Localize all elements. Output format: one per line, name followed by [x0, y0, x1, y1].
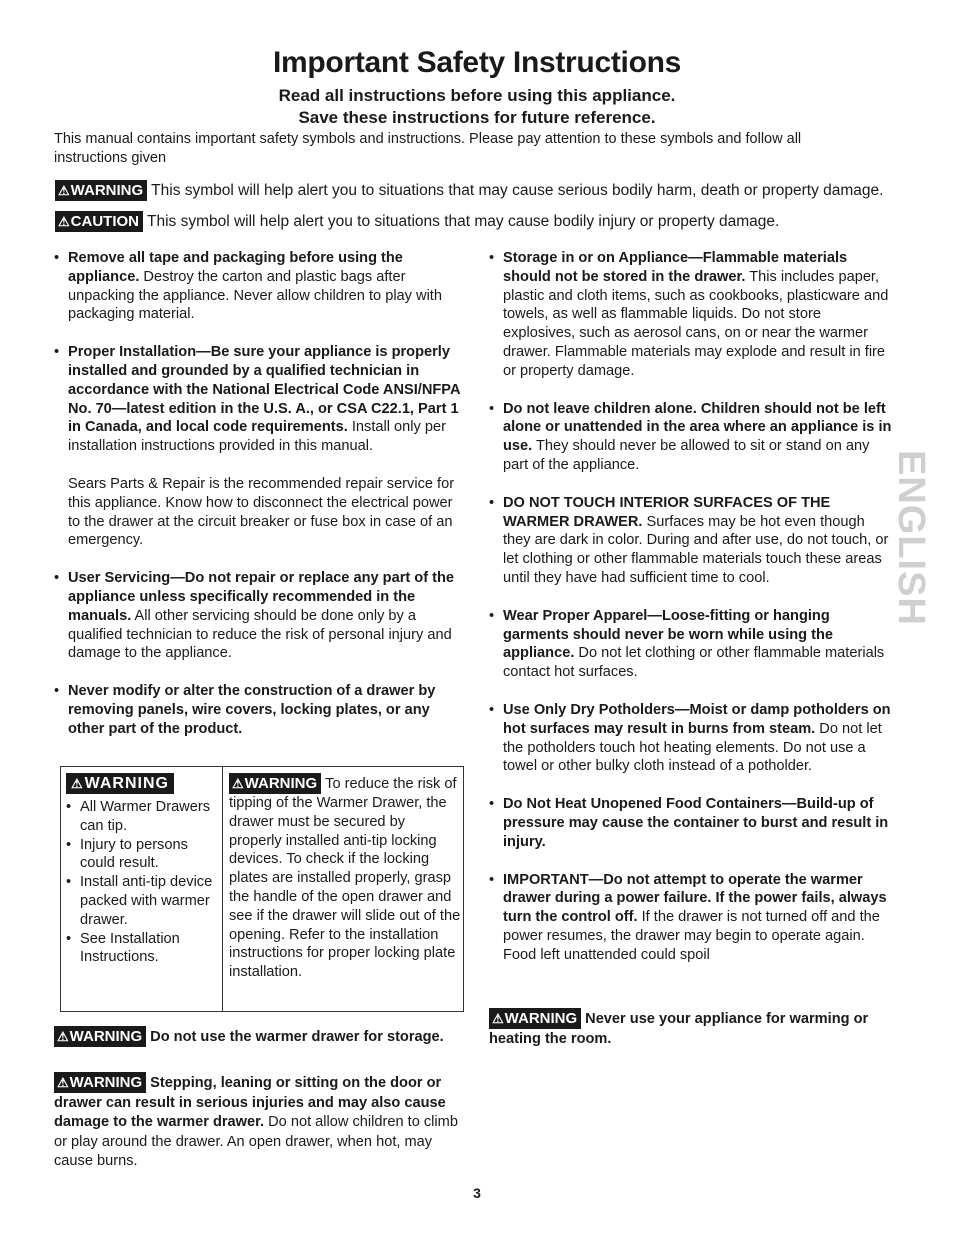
warning-triangle-icon: ⚠	[58, 183, 70, 198]
tip-warning-left	[66, 773, 218, 967]
item-text: This includes paper, plastic and cloth items, such as cookbooks, plasticware and towels, as well as flammable liquids. Do not store explosives, such as aerosol cans, on or near the warmer drawer. Flammable materials may explode and result in fire or property damage.	[503, 268, 889, 379]
warning-triangle-icon: ⚠	[232, 776, 244, 791]
list-item: • Injury to persons could result.	[66, 836, 188, 872]
list-item	[489, 607, 894, 682]
caution-symbol-text: This symbol will help alert you to situations that may cause bodily injury or property damage.	[146, 213, 780, 230]
warning-badge: ⚠WARNING	[489, 1008, 581, 1029]
bullet: •	[489, 607, 495, 624]
item-heading: IMPORTANT—Do not attempt to operate the warmer drawer during a power failure. If the power fails, always turn the control off.	[503, 871, 887, 926]
list-item: • See Installation Instructions.	[66, 930, 180, 966]
warning-symbol-row	[55, 180, 883, 201]
warning-triangle-icon: ⚠	[57, 1075, 69, 1090]
warning-badge: ⚠WARNING	[54, 1026, 146, 1047]
subtitle-save-instructions: Save these instructions for future reference.	[298, 108, 656, 127]
item-heading: Do not leave children alone. Children should not be left alone or unattended in the area where an appliance is in use.	[503, 400, 892, 455]
bullet: •	[54, 250, 60, 266]
item-text: They should never be allowed to sit or stand on any part of the appliance.	[503, 438, 870, 473]
item-heading: Remove all tape and packaging before using the appliance.	[68, 250, 403, 285]
item-text: Do not let clothing or other flammable materials contact hot surfaces.	[503, 645, 885, 681]
right-column	[489, 249, 894, 984]
bullet: •	[489, 400, 495, 417]
caution-symbol-row	[55, 211, 779, 232]
bullet: •	[489, 871, 495, 888]
item-heading: Proper Installation—Be sure your appliance is properly installed and grounded by a qualified technician in accordance with the National Electrical Code ANSI/NFPA No. 70—latest edition in the U.S. A., or CSA C22.1, Part 1 in Canada, and local code requirements.	[68, 344, 460, 436]
side-tab-label: ENGLISH	[890, 450, 932, 626]
item-heading: User Servicing—Do not repair or replace any part of the appliance unless specifically recommended in the manuals.	[68, 570, 455, 624]
warning-triangle-icon: ⚠	[58, 214, 70, 229]
item-heading: Never modify or alter the construction of a drawer by removing panels, wire covers, locking plates, or any other part of the product.	[68, 683, 436, 737]
warning-badge: ⚠WARNING	[66, 773, 174, 794]
warning-symbol-text: This symbol will help alert you to situations that may cause serious bodily harm, death or property damage.	[151, 182, 884, 199]
item-text: All other servicing should be done only by a qualified technician to reduce the risk of personal injury and damage to the appliance.	[68, 607, 452, 662]
item-heading: Use Only Dry Potholders—Moist or damp potholders on hot surfaces may result in burns from steam.	[503, 701, 891, 737]
list-item	[489, 494, 894, 588]
warning-badge: ⚠WARNING	[54, 1072, 146, 1093]
bullet: •	[489, 494, 495, 511]
storage-warning	[54, 1026, 474, 1047]
tip-warning-right	[229, 773, 461, 982]
page-title: Important Safety Instructions	[272, 46, 682, 79]
item-text: Do not let the potholders touch hot heating elements. Do not use a towel or other bulky cloth instead of a potholder.	[503, 720, 882, 775]
item-text: Surfaces may be hot even though they are dark in color. During and after use, do not touch, or let clothing or other flammable materials touch these areas until they have had sufficient time to cool.	[503, 513, 889, 586]
list-item	[54, 569, 466, 663]
item-text: Destroy the carton and plastic bags after unpacking the appliance. Never allow children to play with packaging material.	[68, 268, 442, 323]
list-item	[489, 249, 894, 381]
bullet: •	[489, 796, 495, 813]
list-item	[489, 400, 894, 475]
warning-badge: ⚠WARNING	[229, 773, 321, 794]
item-heading: Wear Proper Apparel—Loose-fitting or hanging garments should never be worn while using the appliance.	[503, 607, 834, 662]
stepping-warning	[54, 1072, 474, 1172]
subtitle-read-instructions: Read all instructions before using this appliance.	[278, 86, 676, 105]
heating-warning	[489, 1008, 889, 1049]
warning-triangle-icon: ⚠	[57, 1029, 69, 1044]
sears-paragraph: Sears Parts & Repair is the recommended repair service for this appliance. Know how to disconnect the electrical power to the drawer at the circuit breaker or fuse box in case of an emergency.	[68, 475, 455, 549]
list-item	[489, 871, 894, 965]
language-side-tab	[888, 450, 938, 626]
bullet: •	[489, 250, 495, 266]
item-heading: DO NOT TOUCH INTERIOR SURFACES OF THE WARMER DRAWER.	[503, 494, 831, 530]
list-item	[489, 795, 894, 851]
item-text: Install only per installation instructions provided in this manual.	[68, 419, 446, 455]
bullet: •	[489, 701, 495, 718]
bullet: •	[54, 344, 60, 361]
stepping-warning-text: Do not allow children to climb or play around the drawer. An open drawer, when hot, may cause burns.	[54, 1114, 458, 1169]
intro-paragraph: This manual contains important safety symbols and instructions. Please pay attention to these symbols and follow all instructions given	[54, 131, 802, 166]
caution-badge: ⚠CAUTION	[55, 211, 143, 232]
warning-triangle-icon: ⚠	[492, 1011, 504, 1026]
list-item	[54, 682, 466, 738]
list-item: • All Warmer Drawers can tip.	[66, 799, 210, 834]
page-number: 3	[473, 1185, 481, 1201]
tip-warning-text: To reduce the risk of tipping of the Warmer Drawer, the drawer must be secured by properly installed anti-tip locking devices. To check if the locking plates are installed properly, grasp the handle of the open drawer and see if the drawer will slide out of the opening. Refer to the installation instructions for proper locking plate installation.	[229, 776, 461, 981]
list-item	[489, 701, 894, 776]
item-heading: Do Not Heat Unopened Food Containers—Build-up of pressure may cause the container to burst and result in injury.	[503, 796, 889, 850]
list-item	[54, 249, 466, 324]
tip-warning-box	[60, 766, 464, 1012]
tip-warning-list	[66, 798, 218, 967]
list-item	[54, 343, 466, 456]
warning-badge: ⚠WARNING	[55, 180, 147, 201]
bullet: •	[54, 683, 60, 700]
storage-warning-text: Do not use the warmer drawer for storage.	[150, 1029, 444, 1045]
stepping-warning-heading: Stepping, leaning or sitting on the door or drawer can result in serious injuries and may also cause damage to the warmer drawer.	[54, 1075, 446, 1130]
box-divider	[222, 767, 223, 1011]
bullet: •	[54, 570, 60, 587]
warning-triangle-icon: ⚠	[71, 776, 84, 791]
item-text: If the drawer is not turned off and the power resumes, the drawer may begin to operate again. Food left unattended could spoil	[503, 909, 880, 963]
left-column	[54, 249, 466, 758]
heating-warning-text: Never use your appliance for warming or heating the room.	[489, 1011, 869, 1047]
list-item: • Install anti-tip device packed with warmer drawer.	[66, 874, 213, 928]
item-heading: Storage in or on Appliance—Flammable materials should not be stored in the drawer.	[503, 250, 848, 285]
